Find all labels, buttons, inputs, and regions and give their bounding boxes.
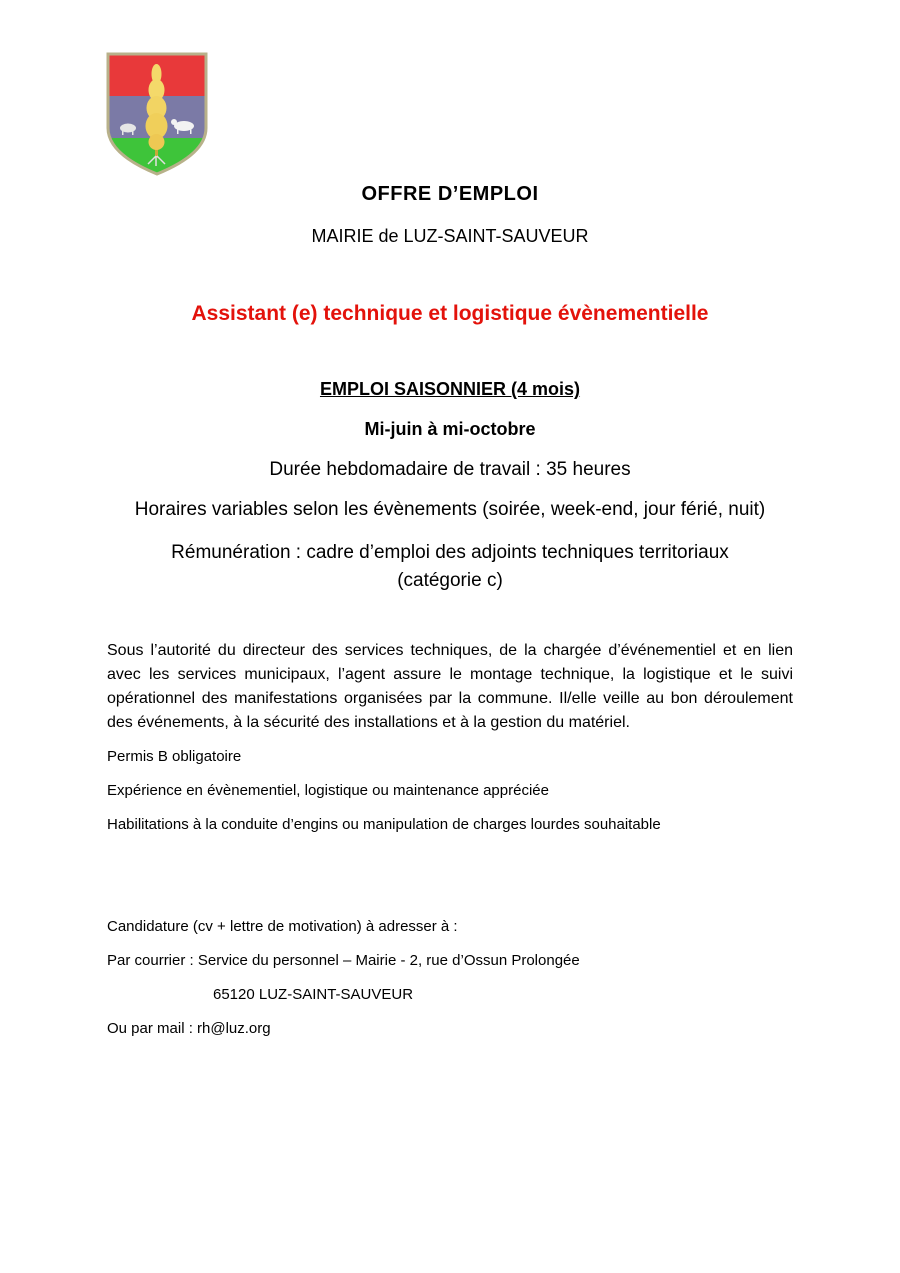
remuneration xyxy=(0,539,900,595)
job-title: Assistant (e) technique et logistique évènementielle xyxy=(191,302,709,325)
application-city: 65120 LUZ-SAINT-SAUVEUR xyxy=(213,986,414,1003)
application-email: Ou par mail : rh@luz.org xyxy=(107,1020,271,1037)
organisation-name: MAIRIE de LUZ-SAINT-SAUVEUR xyxy=(311,226,589,246)
weekly-hours: Durée hebdomadaire de travail : 35 heures xyxy=(269,459,631,480)
coat-of-arms-icon xyxy=(104,50,210,178)
application-intro: Candidature (cv + lettre de motivation) à adresser à : xyxy=(107,918,458,935)
schedule: Horaires variables selon les évènements (soirée, week-end, jour férié, nuit) xyxy=(134,499,766,520)
requirement-license: Permis B obligatoire xyxy=(107,748,242,765)
requirement-experience: Expérience en évènementiel, logistique ou maintenance appréciée xyxy=(107,782,549,799)
remuneration-line-2: (catégorie c) xyxy=(397,570,503,591)
application-postal-address: Par courrier : Service du personnel – Mairie - 2, rue d’Ossun Prolongée xyxy=(107,952,580,969)
document-title: OFFRE D’EMPLOI xyxy=(361,183,539,205)
remuneration-line-1: Rémunération : cadre d’emploi des adjoints techniques territoriaux xyxy=(171,542,729,563)
contract-type: EMPLOI SAISONNIER (4 mois) xyxy=(319,379,581,399)
job-description: Sous l’autorité du directeur des services techniques, de la chargée d’événementiel et en lien avec les services municipaux, l’agent assure le montage technique, la logistique et le suivi opérationnel des manifestations organisées par la commune. Il/elle veille au bon déroulement des événements, à la sécurité des installations et à la gestion du matériel. xyxy=(107,642,793,731)
requirement-certifications: Habilitations à la conduite d’engins ou manipulation de charges lourdes souhaitable xyxy=(107,816,661,833)
employment-period: Mi-juin à mi-octobre xyxy=(364,419,536,439)
